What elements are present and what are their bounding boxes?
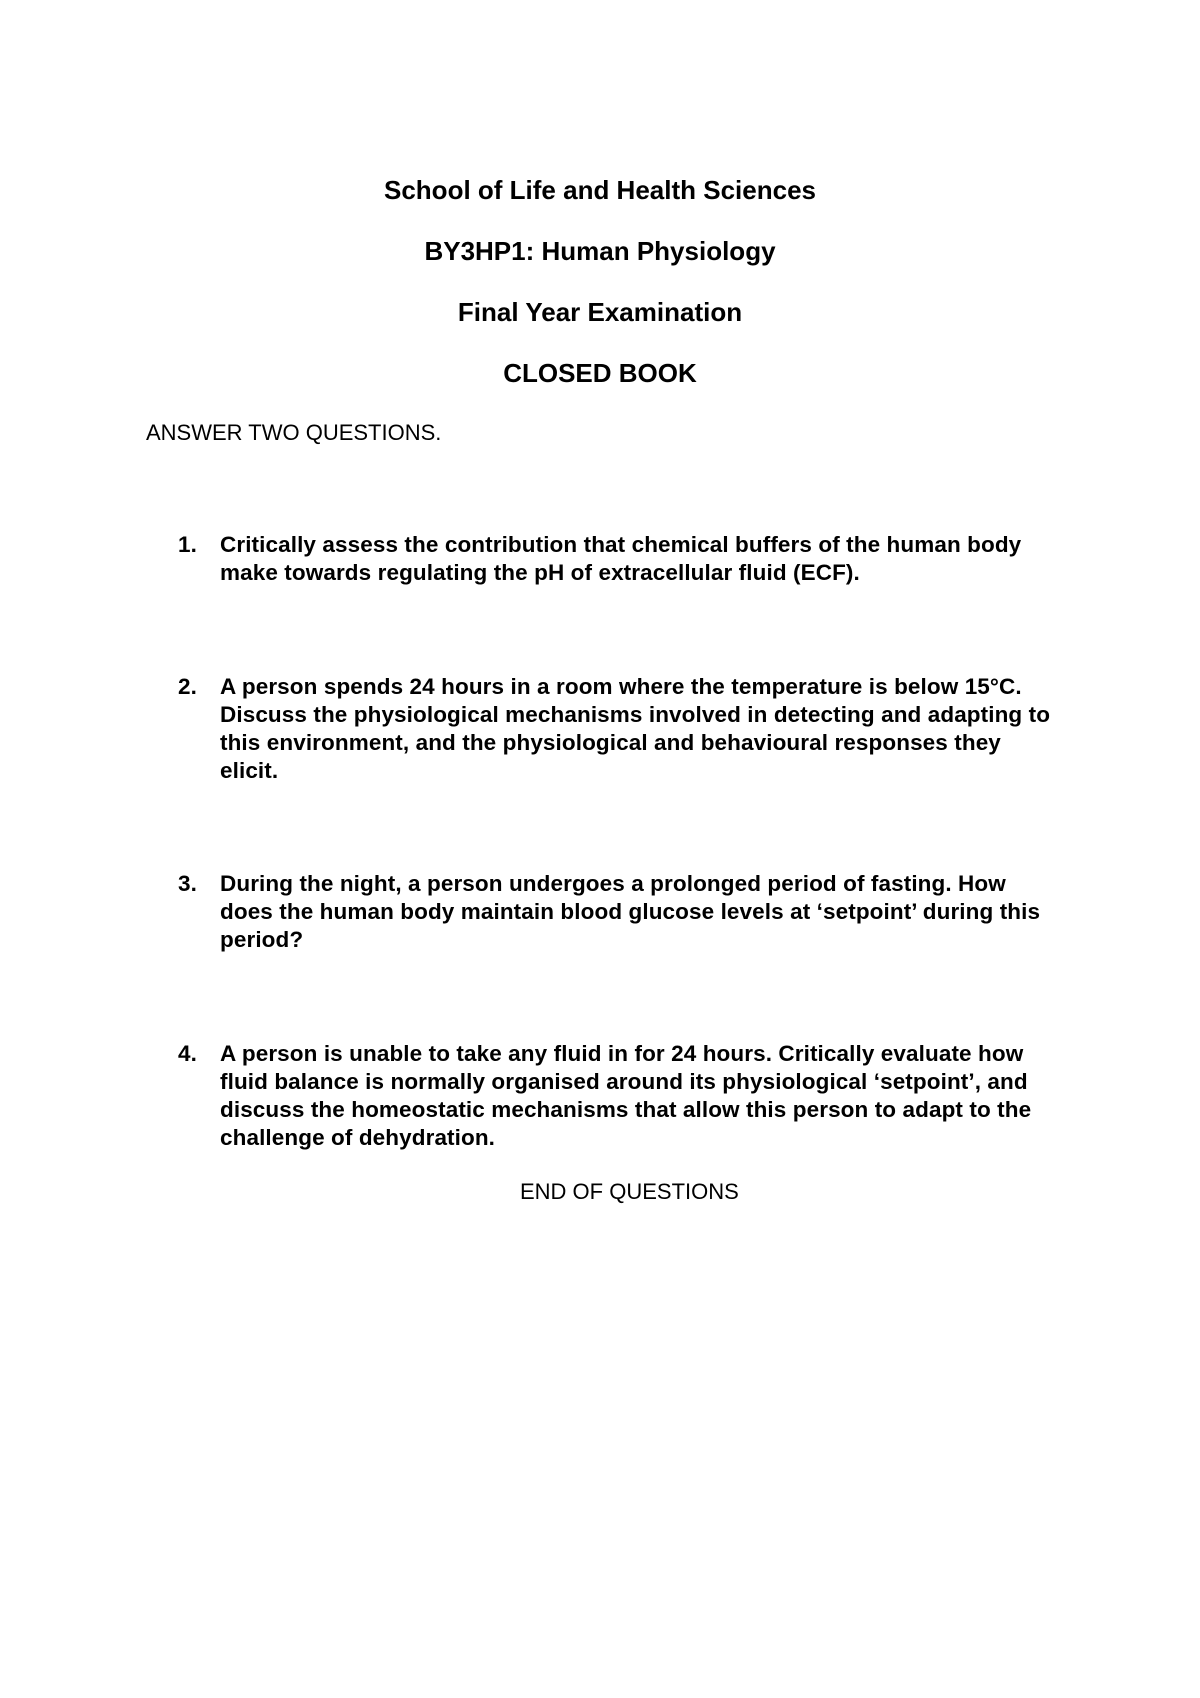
question-number: 2. (178, 674, 197, 699)
school-title: School of Life and Health Sciences (384, 175, 816, 205)
question-text: A person is unable to take any fluid in for 24 hours. Critically evaluate how fluid balance is normally organised around its physiological ‘setpoint’, and discuss the homeostatic mechanisms that allow this person to adapt to the challenge of dehydration. (220, 1041, 1032, 1150)
question-4 (178, 1040, 1058, 1152)
end-of-questions: END OF QUESTIONS (520, 1179, 739, 1204)
question-text: During the night, a person undergoes a prolonged period of fasting. How does the human body maintain blood glucose levels at ‘setpoint’ during this period? (220, 871, 1041, 952)
instruction-text: ANSWER TWO QUESTIONS. (146, 420, 442, 445)
question-3 (178, 870, 1058, 954)
question-number: 1. (178, 532, 197, 557)
question-2 (178, 673, 1058, 785)
question-number: 4. (178, 1041, 197, 1066)
exam-title: Final Year Examination (457, 297, 743, 327)
module-title: BY3HP1: Human Physiology (424, 236, 776, 266)
question-1 (178, 531, 1058, 587)
question-text: Critically assess the contribution that chemical buffers of the human body make towards regulating the pH of extracellular fluid (ECF). (220, 532, 1022, 585)
question-text: A person spends 24 hours in a room where the temperature is below 15°C. Discuss the physiological mechanisms involved in detecting and adapting to this environment, and the physiological and behavioural responses they elicit. (220, 674, 1051, 783)
closed-book-label: CLOSED BOOK (503, 358, 697, 388)
question-number: 3. (178, 871, 197, 896)
